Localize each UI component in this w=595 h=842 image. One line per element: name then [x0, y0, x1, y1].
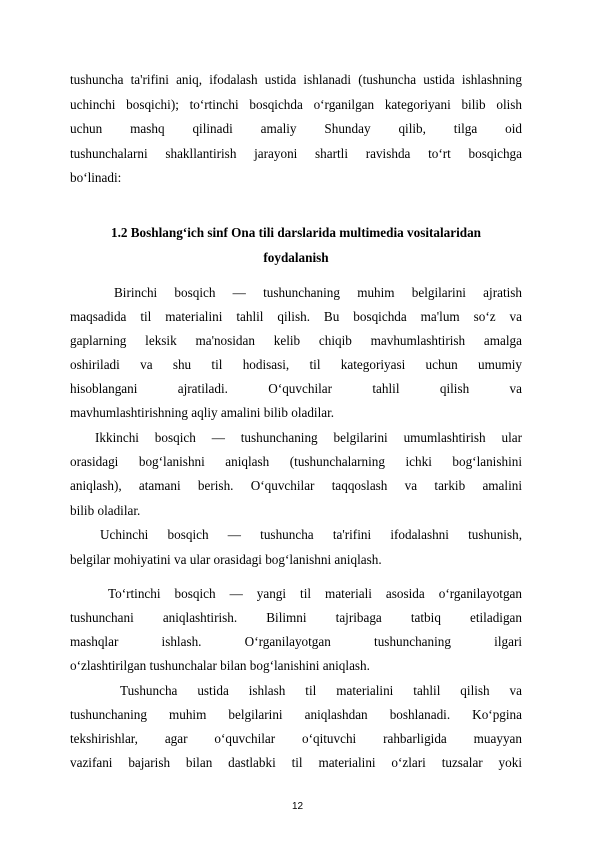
text-line: mavhumlashtirishning aqliy amalini bilib oladilar.	[70, 405, 335, 420]
text-line: maqsadida til materialini tahlil qilish. Bu bosqichda ma'lum so‘z va	[70, 309, 522, 324]
text-line: uchun mashq qilinadi amaliy Shunday qilib, tilga oid	[70, 121, 522, 136]
text-line: mashqlar ishlash. O‘rganilayotgan tushunchaning ilgari	[70, 634, 522, 649]
text-line: o‘zlashtirilgan tushunchalar bilan bog‘lanishini aniqlash.	[70, 658, 370, 673]
text-line: uchinchi bosqichi); to‘rtinchi bosqichda o‘rganilgan kategoriyani bilib olish	[70, 97, 522, 112]
text-line: belgilar mohiyatini va ular orasidagi bog‘lanishni aniqlash.	[70, 552, 382, 567]
text-line: Uchinchi bosqich — tushuncha ta'rifini ifodalashni tushunish,	[100, 527, 522, 542]
text-line: gaplarning leksik ma'nosidan kelib chiqib mavhumlashtirish amalga	[70, 333, 522, 348]
section-heading: foydalanish	[263, 250, 329, 265]
text-line: To‘rtinchi bosqich — yangi til materiali asosida o‘rganilayotgan	[108, 586, 522, 601]
text-line: Birinchi bosqich — tushunchaning muhim belgilarini ajratish	[114, 285, 522, 300]
text-line: tushunchalarni shakllantirish jarayoni shartli ravishda to‘rt bosqichga	[70, 146, 522, 161]
text-line: aniqlash), atamani berish. O‘quvchilar taqqoslash va tarkib amalini	[70, 478, 522, 493]
text-line: tushuncha ta'rifini aniq, ifodalash ustida ishlanadi (tushuncha ustida ishlashning	[70, 72, 522, 87]
text-line: Ikkinchi bosqich — tushunchaning belgilarini umumlashtirish ular	[95, 430, 522, 445]
text-line: Tushuncha ustida ishlash til materialini tahlil qilish va	[120, 683, 522, 698]
section-heading: 1.2 Boshlang‘ich sinf Ona tili darslarida multimedia vositalaridan	[110, 225, 482, 240]
text-line: bo‘linadi:	[70, 170, 122, 185]
text-line: tekshirishlar, agar o‘quvchilar o‘qituvchi rahbarligida muayyan	[70, 731, 522, 746]
text-line: oshiriladi va shu til hodisasi, til kategoriyasi uchun umumiy	[70, 357, 522, 372]
page-number: 12	[291, 801, 304, 812]
text-line: orasidagi bog‘lanishni aniqlash (tushunchalarning ichki bog‘lanishini	[70, 454, 522, 469]
text-line: tushunchani aniqlashtirish. Bilimni tajribaga tatbiq etiladigan	[70, 610, 522, 625]
text-line: vazifani bajarish bilan dastlabki til materialini o‘zlari tuzsalar yoki	[70, 755, 522, 770]
text-line: hisoblangani ajratiladi. O‘quvchilar tahlil qilish va	[70, 381, 522, 396]
text-line: tushunchaning muhim belgilarini aniqlashdan boshlanadi. Ko‘pgina	[70, 707, 522, 722]
text-line: bilib oladilar.	[70, 503, 141, 518]
